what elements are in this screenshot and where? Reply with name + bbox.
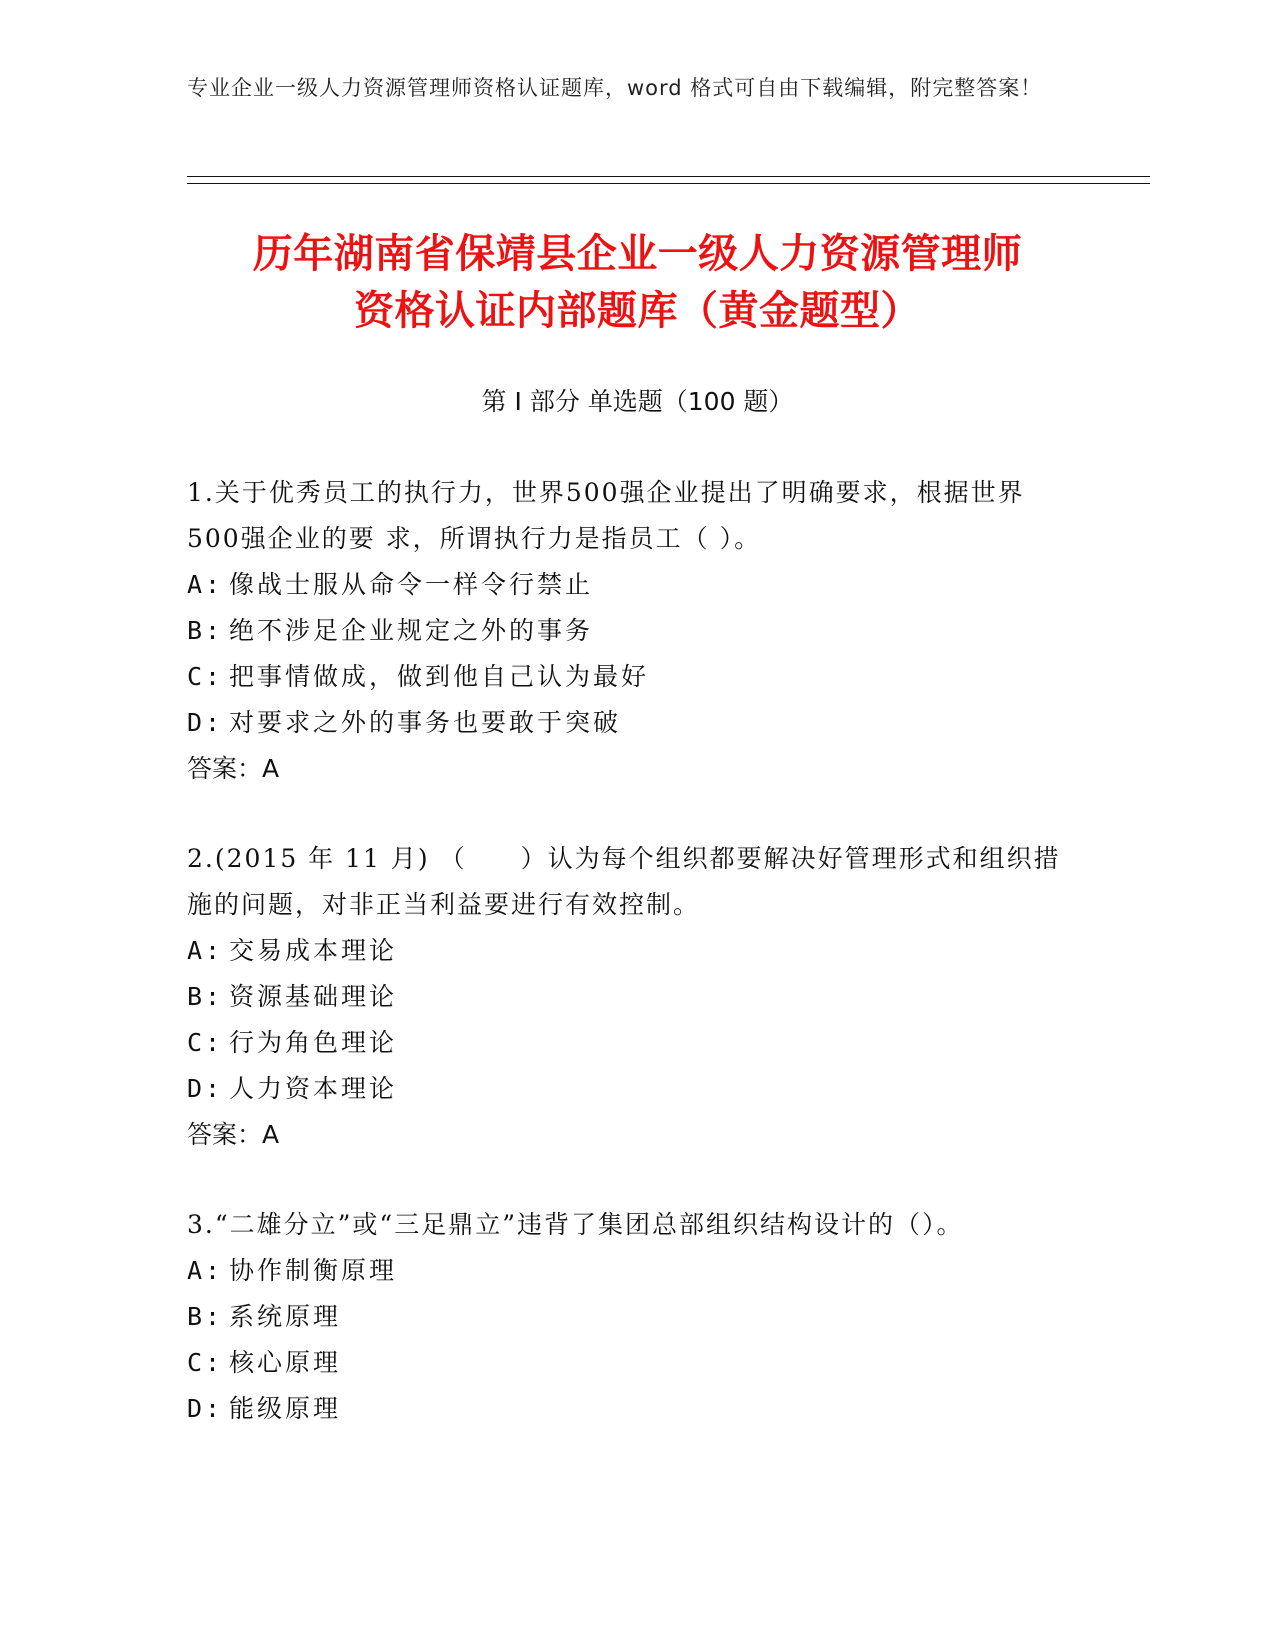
option-key: B: (187, 1302, 224, 1331)
document-title (150, 226, 1125, 340)
option-text: 资源基础理论 (229, 982, 398, 1011)
option-d (187, 1066, 1067, 1112)
question-list (187, 470, 1067, 1476)
option-key: C: (187, 662, 224, 691)
option-key: A: (187, 570, 224, 599)
option-text: 行为角色理论 (229, 1028, 398, 1057)
option-key: D: (187, 1394, 224, 1423)
option-a (187, 928, 1067, 974)
option-text: 人力资本理论 (229, 1074, 398, 1103)
option-text: 绝不涉足企业规定之外的事务 (229, 616, 594, 645)
option-d (187, 700, 1067, 746)
document-title-line-2: 资格认证内部题库（黄金题型） (354, 288, 921, 334)
option-a (187, 562, 1067, 608)
option-b (187, 1294, 1067, 1340)
option-text: 把事情做成，做到他自己认为最好 (229, 662, 650, 691)
header-note: 专业企业一级人力资源管理师资格认证题库，word 格式可自由下载编辑，附完整答案！ (187, 76, 1043, 100)
question-3 (187, 1202, 1067, 1432)
question-1 (187, 470, 1067, 792)
option-b (187, 608, 1067, 654)
option-text: 交易成本理论 (229, 936, 398, 965)
option-c (187, 1340, 1067, 1386)
header-rule-bottom (187, 183, 1150, 184)
option-d (187, 1386, 1067, 1432)
option-key: D: (187, 1074, 224, 1103)
question-stem: 3.“二雄分立”或“三足鼎立”违背了集团总部组织结构设计的（）。 (187, 1210, 964, 1239)
option-text: 能级原理 (229, 1394, 342, 1423)
option-key: D: (187, 708, 224, 737)
option-a (187, 1248, 1067, 1294)
option-key: C: (187, 1028, 224, 1057)
section-title: 第 I 部分 单选题（100 题） (481, 387, 794, 416)
option-key: C: (187, 1348, 224, 1377)
option-key: A: (187, 936, 224, 965)
option-text: 协作制衡原理 (229, 1256, 398, 1285)
header-rule-top (187, 176, 1150, 177)
answer-line: 答案：A (187, 1120, 280, 1149)
option-c (187, 654, 1067, 700)
option-text: 系统原理 (229, 1302, 342, 1331)
option-key: A: (187, 1256, 224, 1285)
option-key: B: (187, 982, 224, 1011)
document-title-line-1: 历年湖南省保靖县企业一级人力资源管理师 (252, 231, 1023, 277)
question-stem: 2.(2015 年 11 月) （ ）认为每个组织都要解决好管理形式和组织措施的问题，对非正当利益要进行有效控制。 (187, 844, 1061, 919)
option-text: 对要求之外的事务也要敢于突破 (229, 708, 622, 737)
option-c (187, 1020, 1067, 1066)
question-2 (187, 836, 1067, 1158)
question-stem: 1.关于优秀员工的执行力，世界500强企业提出了明确要求，根据世界500强企业的要 求，所谓执行力是指员工（ ）。 (187, 478, 1025, 553)
option-b (187, 974, 1067, 1020)
answer-line: 答案：A (187, 754, 280, 783)
option-text: 核心原理 (229, 1348, 342, 1377)
option-key: B: (187, 616, 224, 645)
option-text: 像战士服从命令一样令行禁止 (229, 570, 594, 599)
